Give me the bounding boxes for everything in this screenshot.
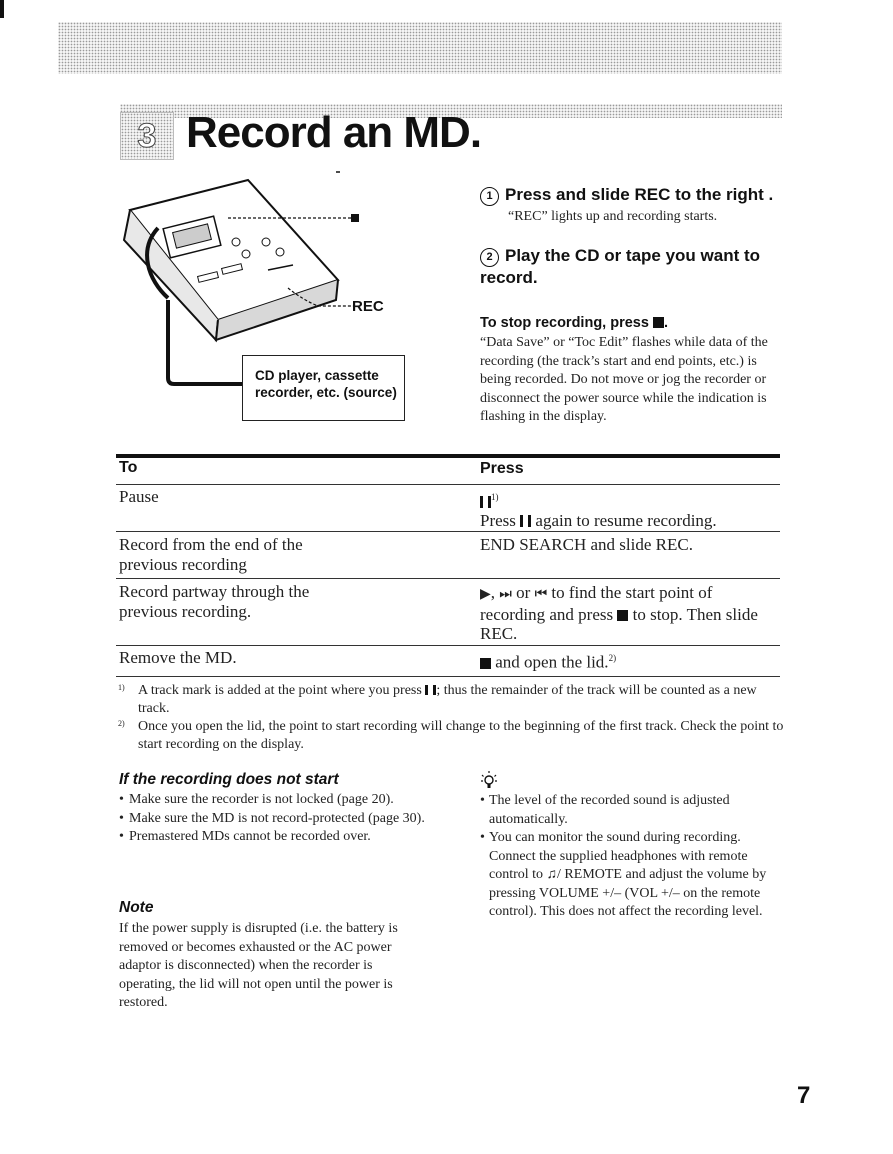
pause-icon-inline [520,515,531,527]
page-number: 7 [797,1082,811,1109]
table-header-press: Press [480,460,524,477]
footnote-2-text: Once you open the lid, the point to start recording will change to the beginning of the first track. Check the point to start recording on the display. [138,719,784,752]
source-callout [242,355,405,421]
pause-icon [480,496,491,508]
header-banner [58,22,782,74]
stop-body: “Data Save” or “Toc Edit” flashes while data of the recording (the track’s start and end points, etc.) is being recorded. Do not move or jog the recorder or disconnect the power source while the indication is flashing in the display. [480,335,768,424]
tips-list [480,792,780,922]
rec-label: REC [352,298,384,315]
stop-heading-text: To stop recording, press [480,315,649,331]
stop-square-icon [653,317,664,328]
stop-square-icon [617,610,628,621]
list-item: • Make sure the MD is not record-protected (page 30). [119,810,425,826]
step-2-number: 2 [480,248,499,267]
footnote-1 [118,682,788,718]
footnote-1-mark: 1) [118,683,125,692]
step-number-badge: 3 [120,112,174,160]
table-row-2-press: END SEARCH and slide REC. [480,535,693,554]
footnote-ref-1: 1) [491,492,499,502]
troubleshoot-heading: If the recording does not start [119,771,339,788]
previous-track-icon: ⏮ [534,586,548,602]
table-row-3-to: Record partway through the previous recording. [119,582,310,621]
table-row-2-to: Record from the end of the previous recording [119,535,303,574]
list-item: • Premastered MDs cannot be recorded over. [119,829,371,844]
row-3-sep1: , [490,583,496,602]
pause-icon-footnote [425,685,436,695]
row-4-press-text: and open the lid. [495,652,609,672]
list-item: • Make sure the recorder is not locked (page 20). [119,792,394,807]
table-row-rule [116,578,780,579]
table-row-4-to: Remove the MD. [119,648,237,667]
step-2-text: Play the CD or tape you want to record. [480,246,761,287]
row-3-press-text: to find the start point of recording and press [480,583,713,624]
page-title: Record an MD. [186,108,482,157]
row-3-sep2: or [516,583,531,602]
step-2 [480,245,780,289]
next-track-icon: ⏭ [499,586,512,602]
table-header-to: To [119,459,138,476]
note-heading: Note [119,899,154,916]
footnote-2-mark: 2) [118,719,125,728]
footnote-ref-2: 2) [608,653,617,663]
table-row-1-press [480,488,780,531]
source-callout-text: CD player, cassette recorder, etc. (source) [255,368,397,400]
note-body: If the power supply is disrupted (i.e. the battery is removed or becomes exhausted or the AC power adaptor is disconnected) when the recorder is operating, the lid will not open until the power is restored. [119,921,398,1010]
list-item: • You can monitor the sound during recording. Connect the supplied headphones with remote control to ♫/ REMOTE and adjust the volume by pressing VOLUME +/– (VOL +/– on the remote control). This does not affect the recording level. [480,830,767,919]
step-1-number: 1 [480,187,499,206]
table-bottom-rule [116,676,780,677]
stop-square-icon [480,658,491,669]
lightbulb-icon [480,770,498,790]
row-1-press-pre: Press [480,511,516,531]
table-row-rule [116,645,780,646]
stop-heading: To stop recording, press . [480,315,668,331]
table-header-rule [116,484,780,485]
table-row-rule [116,531,780,532]
row-1-press-post: again to resume recording. [535,511,717,531]
table-row-4-press [480,649,780,672]
footnote-2 [118,718,788,754]
footnote-1-pre: A track mark is added at the point where you press [138,683,422,698]
table-top-rule [116,454,780,458]
table-row-1-to: Pause [119,487,159,506]
step-1-text: Press and slide REC to the right . [505,185,774,204]
play-icon: ▶ [480,586,491,602]
troubleshoot-list [119,791,429,847]
table-row-3-press [480,583,780,644]
footnote-1-post: ; thus the remainder of the track will be counted as a new track. [138,683,757,716]
step-1-detail: “REC” lights up and recording starts. [508,209,718,224]
binding-mark [0,0,4,18]
step-1 [480,184,780,206]
list-item: • The level of the recorded sound is adjusted automatically. [480,793,730,827]
row-3-press-text-2: to stop. Then slide REC. [480,604,758,643]
